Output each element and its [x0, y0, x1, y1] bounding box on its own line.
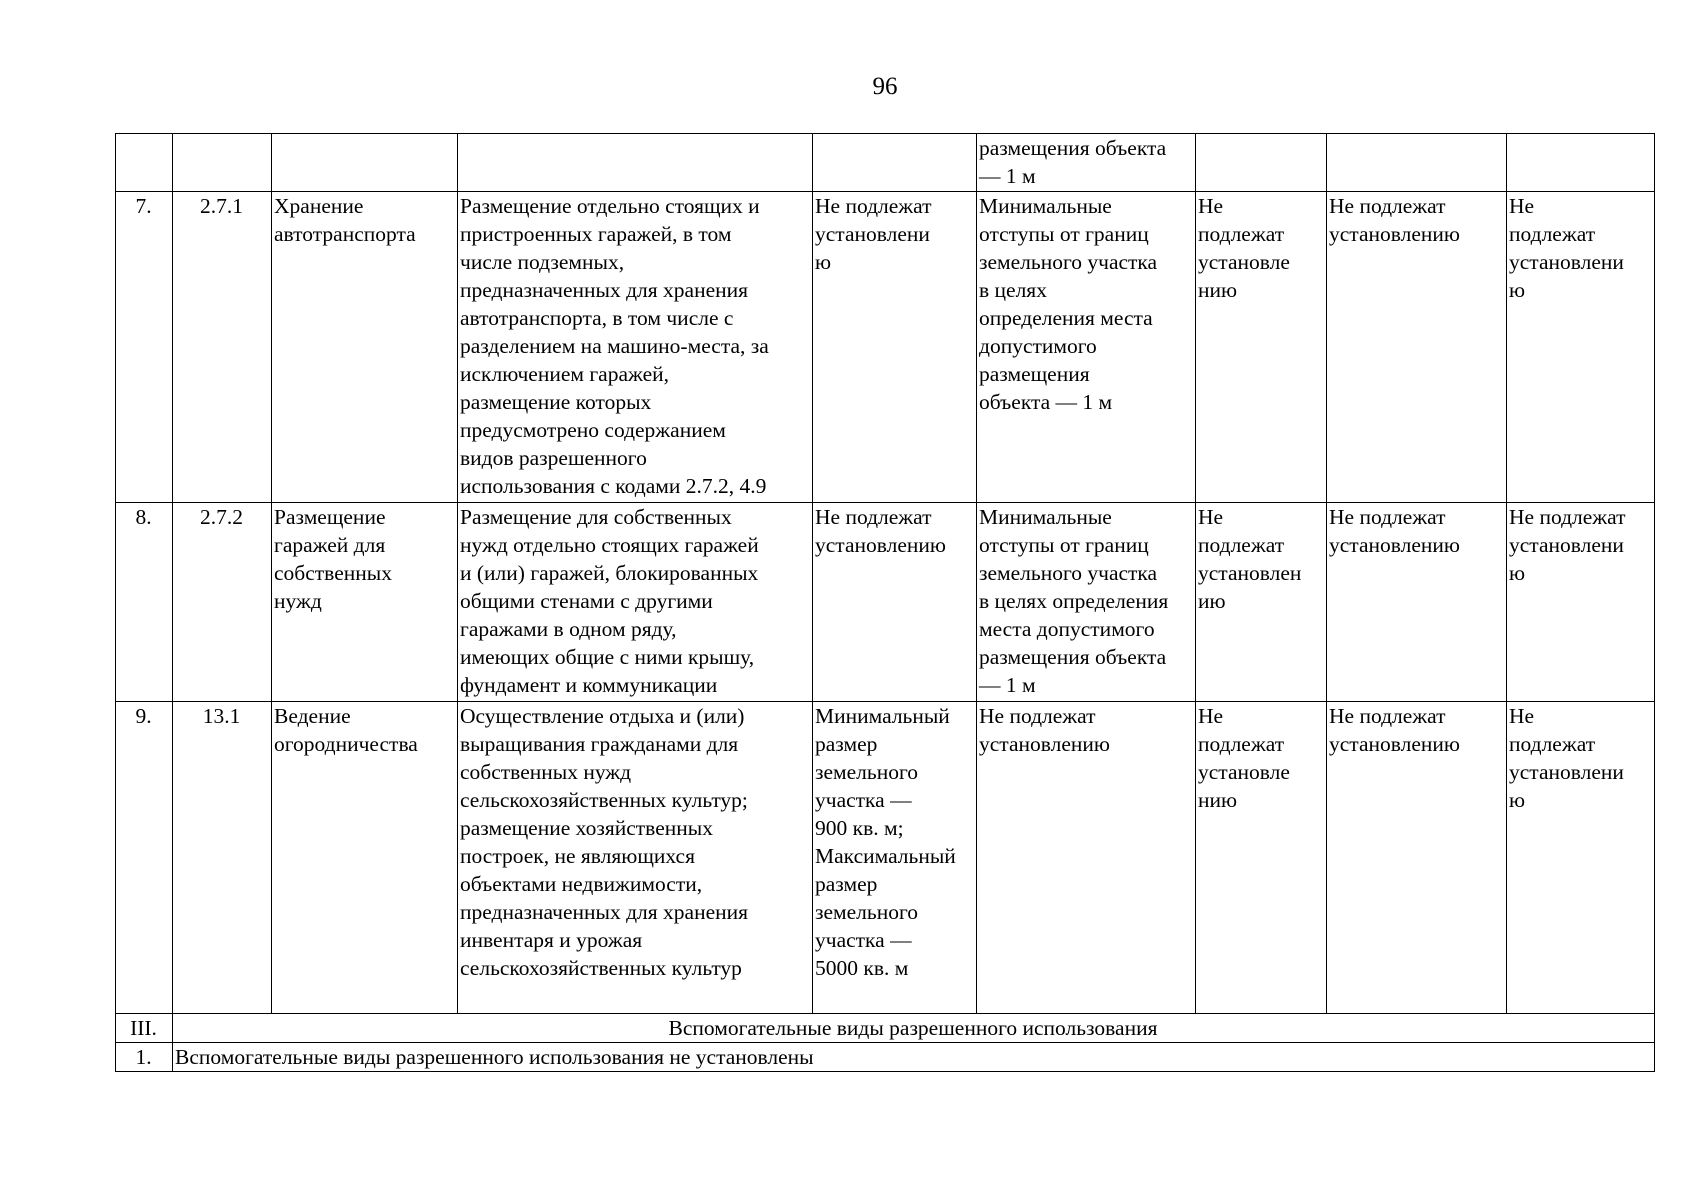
- section-number: III.: [116, 1014, 173, 1043]
- table-row: [116, 503, 1655, 702]
- use-name: Размещение гаражей для собственных нужд: [272, 503, 458, 702]
- table-cell: размещения объекта — 1 м: [977, 134, 1196, 192]
- table-cell: Не подлежат установле нию: [1196, 192, 1327, 503]
- table-cell: Не подлежат установле нию: [1196, 702, 1327, 1014]
- table-cell: Не подлежат установлению: [813, 503, 977, 702]
- table-row: [116, 1043, 1655, 1072]
- table-row-continuation: [116, 134, 1655, 192]
- section-header-row: [116, 1014, 1655, 1043]
- table-cell: Минимальный размер земельного участка — 900 кв. м; Максимальный размер земельного участка — 5000 кв. м: [813, 702, 977, 1014]
- table-cell: [272, 134, 458, 192]
- use-description: Размещение отдельно стоящих и пристроенных гаражей, в том числе подземных, предназначенных для хранения автотранспорта, в том числе с разделением на машино-места, за исключением гаражей, размещение которых предусмотрено содержанием видов разрешенного использования с кодами 2.7.2, 4.9: [458, 192, 813, 503]
- table-cell: [173, 134, 272, 192]
- row-number: 8.: [116, 503, 173, 702]
- table-cell: Не подлежат установлен ию: [1196, 503, 1327, 702]
- land-use-table: [115, 133, 1655, 1072]
- use-description: Размещение для собственных нужд отдельно стоящих гаражей и (или) гаражей, блокированных общими стенами с другими гаражами в одном ряду, имеющих общие с ними крышу, фундамент и коммуникации: [458, 503, 813, 702]
- table-cell: [1327, 134, 1507, 192]
- table-cell: Не подлежат установлени ю: [1507, 192, 1655, 503]
- table-cell: Минимальные отступы от границ земельного участка в целях определения места допустимого размещения объекта — 1 м: [977, 503, 1196, 702]
- use-description: Осуществление отдыха и (или) выращивания гражданами для собственных нужд сельскохозяйственных культур; размещение хозяйственных построек, не являющихся объектами недвижимости, предназначенных для хранения инвентаря и урожая сельскохозяйственных культур: [458, 702, 813, 1014]
- table-cell: Не подлежат установлению: [1327, 702, 1507, 1014]
- table-cell: Не подлежат установлению: [1327, 192, 1507, 503]
- table-cell: [813, 134, 977, 192]
- table-cell: [1196, 134, 1327, 192]
- table-cell: Не подлежат установлению: [1327, 503, 1507, 702]
- table-cell: Минимальные отступы от границ земельного участка в целях определения места допустимого размещения объекта — 1 м: [977, 192, 1196, 503]
- table-cell: [458, 134, 813, 192]
- table-cell: [1507, 134, 1655, 192]
- row-number: 1.: [116, 1043, 173, 1072]
- row-number: 9.: [116, 702, 173, 1014]
- table-row: [116, 192, 1655, 503]
- table-cell: Не подлежат установлени ю: [1507, 702, 1655, 1014]
- row-text: Вспомогательные виды разрешенного использования не установлены: [173, 1043, 1655, 1072]
- row-number: 7.: [116, 192, 173, 503]
- use-code: 2.7.2: [173, 503, 272, 702]
- page-number: 96: [872, 73, 898, 100]
- table-cell: [116, 134, 173, 192]
- use-name: Ведение огородничества: [272, 702, 458, 1014]
- table-cell: Не подлежат установлени ю: [1507, 503, 1655, 702]
- section-title: Вспомогательные виды разрешенного использования: [173, 1014, 1655, 1043]
- table-cell: Не подлежат установлени ю: [813, 192, 977, 503]
- table-row: [116, 702, 1655, 1014]
- use-code: 2.7.1: [173, 192, 272, 503]
- use-name: Хранение автотранспорта: [272, 192, 458, 503]
- table-cell: Не подлежат установлению: [977, 702, 1196, 1014]
- use-code: 13.1: [173, 702, 272, 1014]
